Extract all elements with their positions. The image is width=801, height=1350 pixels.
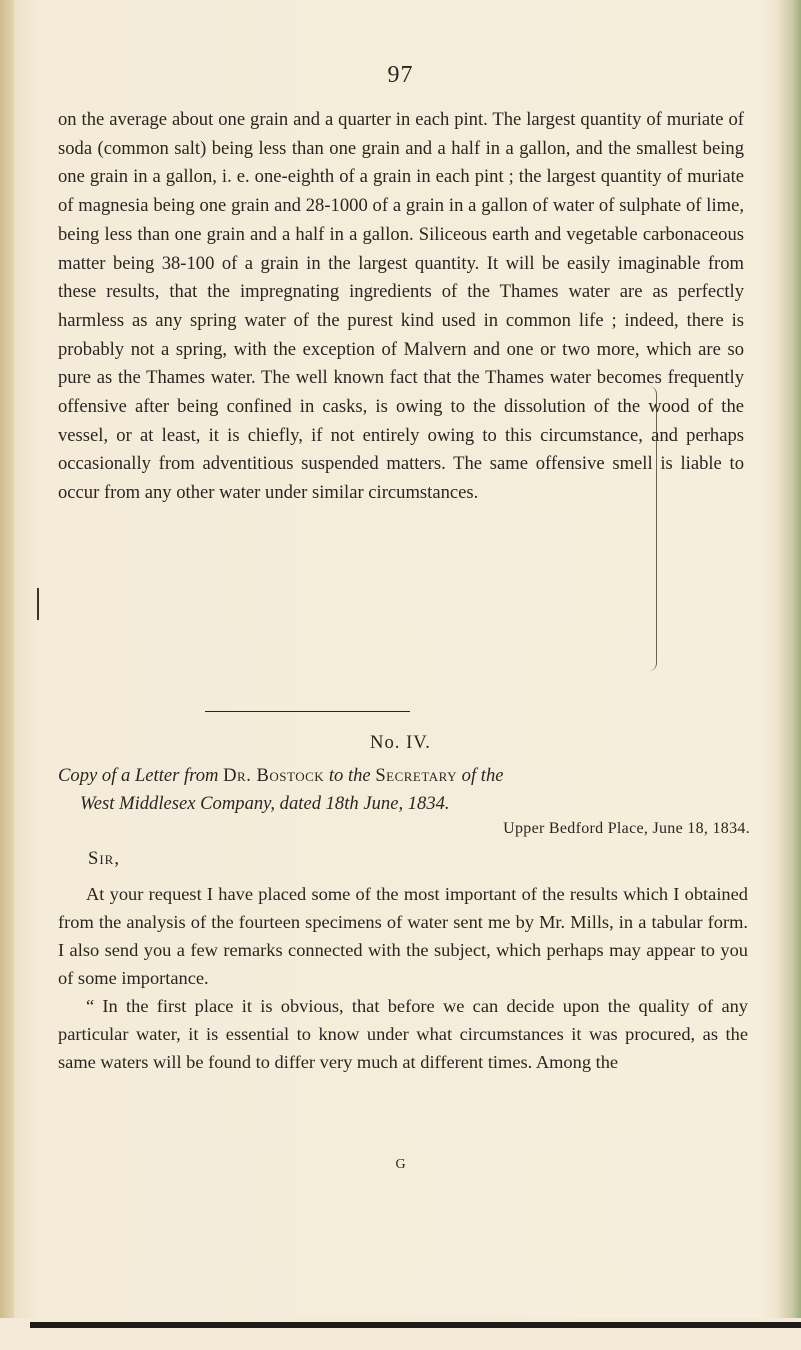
letter-paragraph: “ In the first place it is obvious, that before we can decide upon the quality of any particular water, it is essential to know under what circumstances it was procured, as the same waters will be found to differ very much at different times. Among the (58, 996, 748, 1072)
letter-body (58, 880, 748, 1076)
margin-line-mark (37, 588, 39, 620)
bottom-rule (30, 1322, 801, 1328)
letter-title-recipient: Secretary (375, 765, 458, 786)
section-separator (205, 711, 410, 712)
letter-title-author: Dr. Bostock (223, 765, 325, 786)
margin-bracket-mark (646, 386, 657, 671)
signature-mark: G (395, 1157, 406, 1172)
body-text (58, 106, 744, 508)
letter-paragraph: At your request I have placed some of the most important of the results which I obtained from the analysis of the fourteen specimens of water sent me by Mr. Mills, in a tabular form. I also send you a few remarks connected with the subject, which perhaps may appear to you of some importance. (58, 884, 748, 988)
page-left-edge (0, 0, 14, 1350)
letter-salutation: Sir, (88, 848, 120, 869)
section-heading: No. IV. (370, 732, 431, 753)
letter-title (58, 762, 758, 818)
letter-dateline: Upper Bedford Place, June 18, 1834. (503, 820, 750, 837)
letter-title-line2: West Middlesex Company, dated 18th June, 1834. (80, 793, 450, 814)
paragraph: on the average about one grain and a quarter in each pint. The largest quantity of muriate of soda (common salt) being less than one grain and a half in a gallon, and the smallest being one grain in a gallon, i. e. one-eighth of a grain in each pint ; the largest quantity of muriate of magnesia being one grain and 28-1000 of a grain in a gallon of water of sulphate of lime, being less than one grain and a half in a gallon. Siliceous earth and vegetable carbonaceous matter being 38-100 of a grain in the largest quantity. It will be easily imaginable from these results, that the impregnating ingredients of the Thames water are as perfectly harmless as any spring water of the purest kind used in common life ; indeed, there is probably not a spring, with the exception of Malvern and one or two more, which are so pure as the Thames water. The well known fact that the Thames water becomes frequently offensive after being confined in casks, is owing to the dissolution of the wood of the vessel, or at least, it is chiefly, if not entirely owing to this circumstance, and perhaps occasionally from adventitious suspended matters. The same offensive smell is liable to occur from any other water under similar circumstances. (58, 109, 744, 504)
page-right-edge (779, 0, 801, 1350)
letter-title-part: of the (457, 765, 504, 786)
letter-title-part: Copy of a Letter from (58, 765, 224, 786)
page-number: 97 (387, 62, 414, 88)
letter-title-part: to the (324, 765, 376, 786)
